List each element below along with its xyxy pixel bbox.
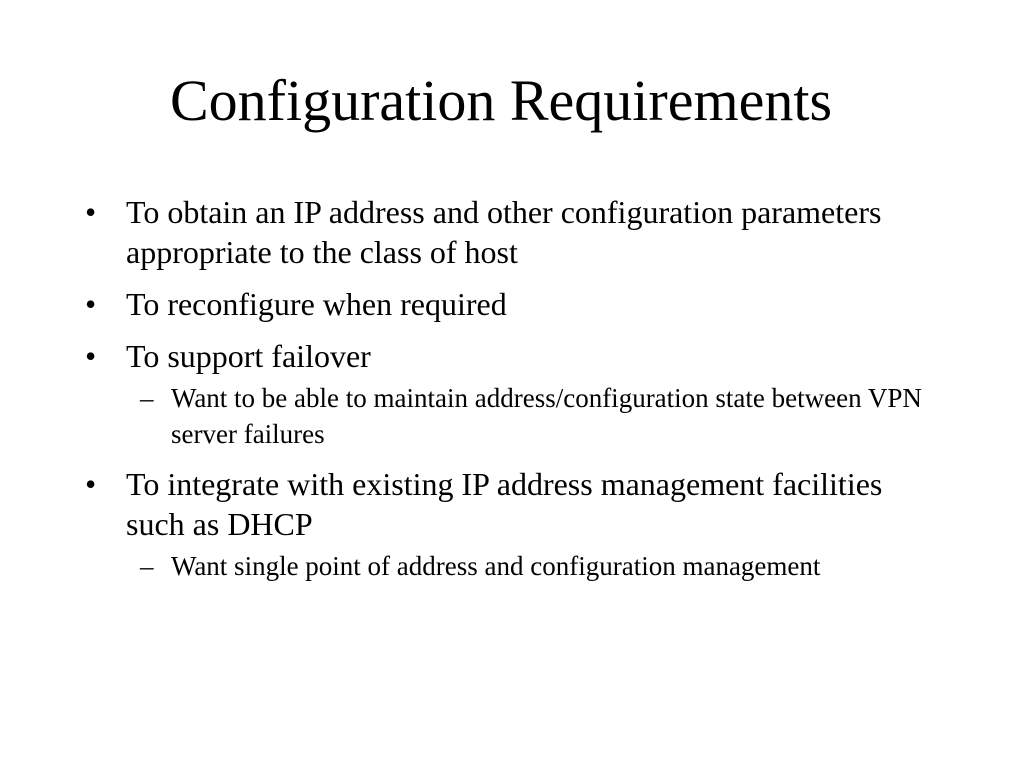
bullet-text: To obtain an IP address and other configuration parameters appropriate to the class of host xyxy=(126,194,882,270)
bullet-icon: • xyxy=(85,338,97,374)
sub-bullet-list xyxy=(126,548,944,584)
bullet-icon: • xyxy=(85,286,97,322)
sub-bullet-list xyxy=(126,380,944,452)
bullet-icon: • xyxy=(85,466,97,502)
bullet-item xyxy=(0,464,1024,584)
dash-icon: – xyxy=(140,551,154,581)
slide-title: Configuration Requirements xyxy=(169,68,833,133)
bullet-list xyxy=(0,192,1024,596)
bullet-text: To integrate with existing IP address management facilities such as DHCP xyxy=(126,466,883,542)
bullet-text: To reconfigure when required xyxy=(126,286,507,322)
bullet-icon: • xyxy=(85,194,97,230)
dash-icon: – xyxy=(140,383,154,413)
bullet-item xyxy=(0,284,1024,324)
bullet-item xyxy=(0,336,1024,452)
sub-bullet-item xyxy=(126,548,944,584)
sub-bullet-item xyxy=(126,380,944,452)
sub-bullet-text: Want single point of address and configuration management xyxy=(171,551,821,581)
bullet-text: To support failover xyxy=(126,338,371,374)
bullet-item xyxy=(0,192,1024,272)
sub-bullet-text: Want to be able to maintain address/configuration state between VPN server failures xyxy=(171,383,922,449)
